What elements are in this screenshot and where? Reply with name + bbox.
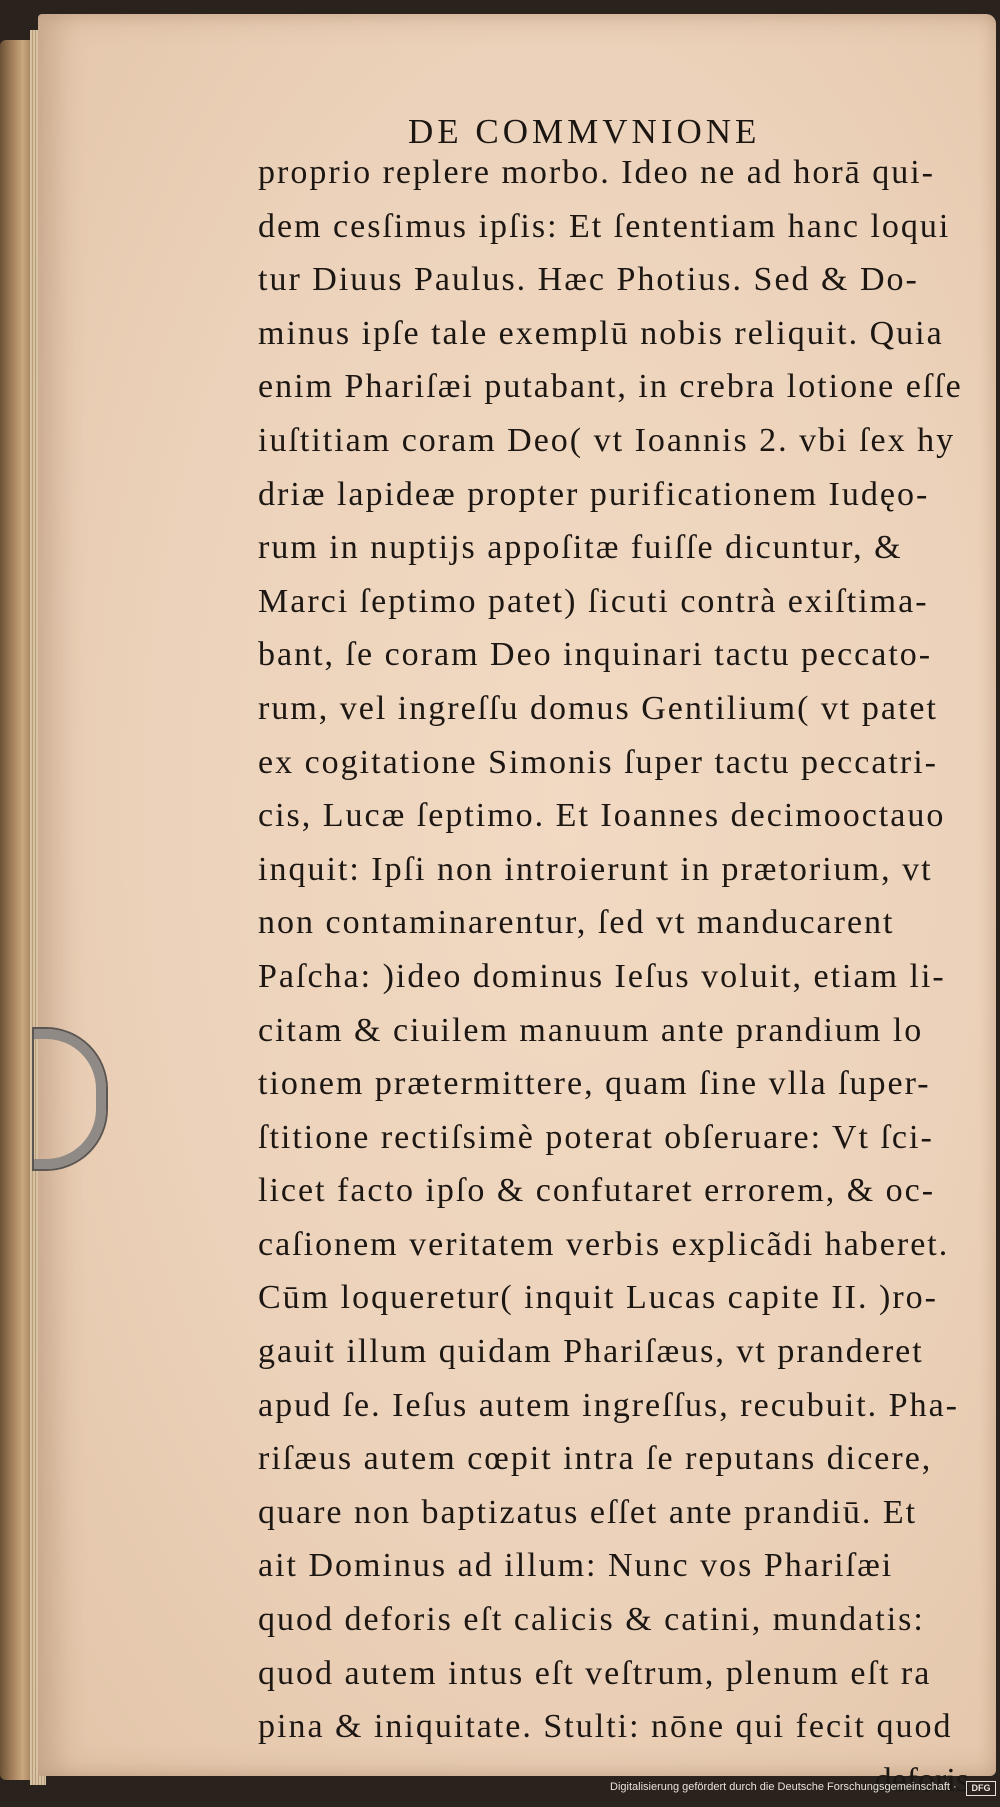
text-line: gauit illum quidam Phariſæus, vt pranderet [258, 1333, 924, 1371]
text-line: proprio replere morbo. Ideo ne ad horā qui- [258, 154, 935, 191]
text-line: tionem prætermittere, quam ſine vlla ſuper- [258, 1065, 931, 1103]
text-line: pina & iniquitate. Stulti: nōne qui fecit quod [258, 1708, 953, 1746]
text-line: tur Diuus Paulus. Hæc Photius. Sed & Do- [258, 261, 919, 299]
text-line: riſæus autem cœpit intra ſe reputans dicere, [258, 1440, 933, 1478]
text-line: bant, ſe coram Deo inquinari tactu peccato- [258, 636, 933, 674]
text-line: ait Dominus ad illum: Nunc vos Phariſæi [258, 1547, 894, 1585]
text-line: caſionem veritatem verbis explicãdi haberet. [258, 1225, 950, 1263]
text-line: ſtitione rectiſsimè poterat obſeruare: Vt ſci- [258, 1118, 934, 1156]
text-line: licet facto ipſo & confutaret errorem, & oc- [258, 1172, 936, 1210]
text-line: cis, Lucæ ſeptimo. Et Ioannes decimooctauo [258, 797, 946, 835]
text-line: driæ lapideæ propter purificationem Iudęo- [258, 475, 930, 513]
digitization-credit: Digitalisierung gefördert durch die Deutsche Forschungsgemeinschaft · [610, 1781, 957, 1793]
text-line: Cūm loqueretur( inquit Lucas capite II. )ro- [258, 1279, 938, 1317]
text-line: non contaminarentur, ſed vt manducarent [258, 904, 895, 942]
clasp-icon [34, 1029, 106, 1169]
text-line: iuſtitiam coram Deo( vt Ioannis 2. vbi ſex hy [258, 421, 956, 459]
text-line: rum in nuptijs appoſitæ fuiſſe dicuntur, & [258, 529, 903, 567]
text-line: quod deforis eſt calicis & catini, mundatis: [258, 1601, 925, 1639]
text-line: enim Phariſæi putabant, in crebra lotione eſſe [258, 368, 963, 406]
text-line: inquit: Ipſi non introierunt in prætorium, vt [258, 850, 933, 888]
text-line: quare non baptizatus eſſet ante prandiū. Et [258, 1493, 918, 1531]
text-line: dem cesſimus ipſis: Et ſententiam hanc loqui [258, 207, 951, 245]
text-line: ex cogitatione Simonis ſuper tactu peccatri- [258, 743, 938, 781]
text-line: quod autem intus eſt veſtrum, plenum eſt ra [258, 1654, 932, 1692]
catchword: deforis [874, 1761, 969, 1799]
text-line: minus ipſe tale exemplū nobis reliquit. Quia [258, 314, 944, 352]
text-line: Marci ſeptimo patet) ſicuti contrà exiſtima- [258, 582, 929, 620]
text-line: rum, vel ingreſſu domus Gentilium( vt patet [258, 689, 938, 727]
text-line: apud ſe. Ieſus autem ingreſſus, recubuit. Pha- [258, 1386, 959, 1424]
text-line: Paſcha: )ideo dominus Ieſus voluit, etiam li- [258, 957, 946, 995]
text-line: citam & ciuilem manuum ante prandium lo [258, 1011, 924, 1049]
body-text [258, 146, 973, 1807]
dfg-logo-icon: DFG [966, 1781, 996, 1796]
running-head: DE COMMVNIONE [408, 112, 761, 151]
